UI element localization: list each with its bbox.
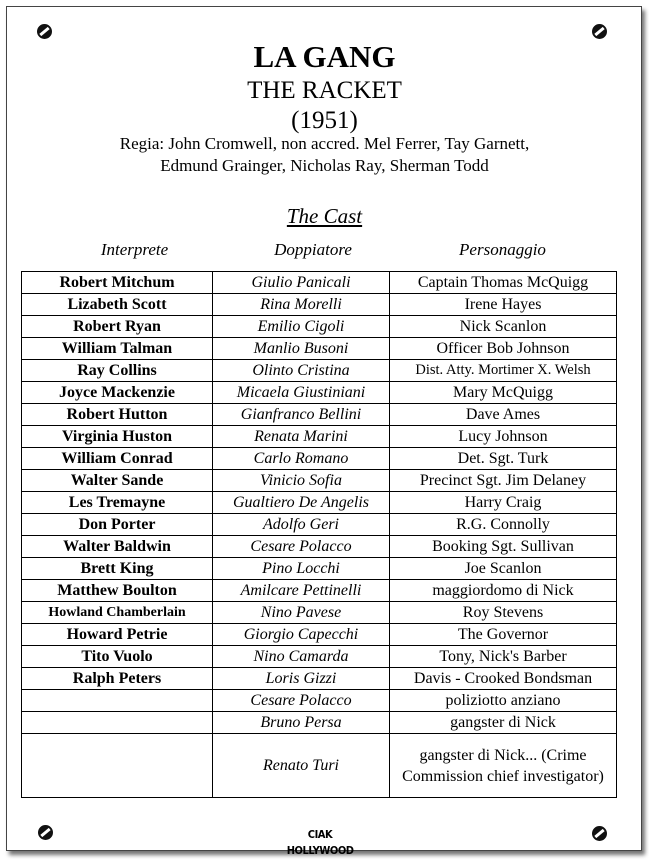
role-cell: Joe Scanlon xyxy=(390,558,617,580)
table-row xyxy=(22,382,617,404)
actor-cell: Walter Sande xyxy=(22,470,213,492)
dubber-cell: Giulio Panicali xyxy=(213,272,390,294)
actor-cell: Howland Chamberlain xyxy=(22,602,213,624)
table-row xyxy=(22,536,617,558)
screw-bottom-left-icon xyxy=(38,825,53,840)
release-year: (1951) xyxy=(291,107,358,134)
table-row xyxy=(22,580,617,602)
dubber-cell: Gianfranco Bellini xyxy=(213,404,390,426)
dubber-cell: Giorgio Capecchi xyxy=(213,624,390,646)
table-row xyxy=(22,646,617,668)
actor-cell: Ralph Peters xyxy=(22,668,213,690)
role-cell: Officer Bob Johnson xyxy=(390,338,617,360)
table-row xyxy=(22,624,617,646)
cast-heading-text: The Cast xyxy=(286,204,363,228)
dubber-cell: Rina Morelli xyxy=(213,294,390,316)
table-row xyxy=(22,316,617,338)
director-credits xyxy=(80,133,569,177)
table-row xyxy=(22,514,617,536)
role-cell: R.G. Connolly xyxy=(390,514,617,536)
cast-heading xyxy=(0,202,649,230)
original-title: THE RACKET xyxy=(247,77,402,104)
role-cell: gangster di Nick... (Crime Commission chief investigator) xyxy=(390,734,617,798)
dubber-cell: Adolfo Geri xyxy=(213,514,390,536)
actor-cell: Don Porter xyxy=(22,514,213,536)
column-header-dubber: Doppiatore xyxy=(274,240,352,259)
table-row xyxy=(22,426,617,448)
dubber-cell: Carlo Romano xyxy=(213,448,390,470)
actor-cell: Matthew Boulton xyxy=(22,580,213,602)
role-cell: gangster di Nick xyxy=(390,712,617,734)
dubber-cell: Cesare Polacco xyxy=(213,536,390,558)
dubber-cell: Renato Turi xyxy=(213,734,390,798)
actor-cell: Walter Baldwin xyxy=(22,536,213,558)
role-cell: Roy Stevens xyxy=(390,602,617,624)
table-row xyxy=(22,734,617,798)
screw-bottom-right-icon xyxy=(592,826,607,841)
screw-top-left-icon xyxy=(37,24,52,39)
table-row xyxy=(22,448,617,470)
actor-cell: Tito Vuolo xyxy=(22,646,213,668)
dubber-cell: Olinto Cristina xyxy=(213,360,390,382)
director-line-1: Regia: John Cromwell, non accred. Mel Ferrer, Tay Garnett, xyxy=(119,134,530,153)
table-row xyxy=(22,558,617,580)
table-row xyxy=(22,668,617,690)
role-cell: maggiordomo di Nick xyxy=(390,580,617,602)
dubber-cell: Gualtiero De Angelis xyxy=(213,492,390,514)
role-cell: Dist. Atty. Mortimer X. Welsh xyxy=(390,360,617,382)
actor-cell: William Talman xyxy=(22,338,213,360)
actor-cell xyxy=(22,712,213,734)
table-row xyxy=(22,492,617,514)
role-cell: Booking Sgt. Sullivan xyxy=(390,536,617,558)
role-cell: Mary McQuigg xyxy=(390,382,617,404)
role-cell: Harry Craig xyxy=(390,492,617,514)
actor-cell: Les Tremayne xyxy=(22,492,213,514)
table-row xyxy=(22,272,617,294)
role-cell: Det. Sgt. Turk xyxy=(390,448,617,470)
table-row xyxy=(22,360,617,382)
actor-cell: William Conrad xyxy=(22,448,213,470)
role-cell: Davis - Crooked Bondsman xyxy=(390,668,617,690)
screw-top-right-icon xyxy=(592,24,607,39)
role-cell: Tony, Nick's Barber xyxy=(390,646,617,668)
actor-cell: Virginia Huston xyxy=(22,426,213,448)
role-cell: Precinct Sgt. Jim Delaney xyxy=(390,470,617,492)
actor-cell: Joyce Mackenzie xyxy=(22,382,213,404)
role-cell: poliziotto anziano xyxy=(390,690,617,712)
dubber-cell: Vinicio Sofia xyxy=(213,470,390,492)
dubber-cell: Nino Pavese xyxy=(213,602,390,624)
dubber-cell: Cesare Polacco xyxy=(213,690,390,712)
table-row xyxy=(22,294,617,316)
actor-cell: Robert Ryan xyxy=(22,316,213,338)
dubber-cell: Nino Camarda xyxy=(213,646,390,668)
table-row xyxy=(22,712,617,734)
column-header-role: Personaggio xyxy=(459,240,546,259)
role-cell: The Governor xyxy=(390,624,617,646)
actor-cell: Robert Hutton xyxy=(22,404,213,426)
column-header-actor: Interprete xyxy=(100,240,169,259)
cast-table xyxy=(21,271,617,798)
table-row xyxy=(22,602,617,624)
role-cell: Nick Scanlon xyxy=(390,316,617,338)
dubber-cell: Pino Locchi xyxy=(213,558,390,580)
dubber-cell: Renata Marini xyxy=(213,426,390,448)
ciak-hollywood-logo: CIAK HOLLYWOOD xyxy=(286,828,354,857)
dubber-cell: Manlio Busoni xyxy=(213,338,390,360)
table-row xyxy=(22,404,617,426)
dubber-cell: Amilcare Pettinelli xyxy=(213,580,390,602)
dubber-cell: Emilio Cigoli xyxy=(213,316,390,338)
director-line-2: Edmund Grainger, Nicholas Ray, Sherman Todd xyxy=(160,156,489,175)
role-cell: Captain Thomas McQuigg xyxy=(390,272,617,294)
actor-cell: Ray Collins xyxy=(22,360,213,382)
actor-cell: Robert Mitchum xyxy=(22,272,213,294)
actor-cell xyxy=(22,690,213,712)
role-cell: Dave Ames xyxy=(390,404,617,426)
film-title: LA GANG xyxy=(253,39,396,74)
dubber-cell: Loris Gizzi xyxy=(213,668,390,690)
table-row xyxy=(22,690,617,712)
dubber-cell: Bruno Persa xyxy=(213,712,390,734)
role-cell: Irene Hayes xyxy=(390,294,617,316)
actor-cell: Howard Petrie xyxy=(22,624,213,646)
dubber-cell: Micaela Giustiniani xyxy=(213,382,390,404)
role-cell: Lucy Johnson xyxy=(390,426,617,448)
actor-cell xyxy=(22,734,213,798)
actor-cell: Lizabeth Scott xyxy=(22,294,213,316)
table-row xyxy=(22,470,617,492)
table-row xyxy=(22,338,617,360)
actor-cell: Brett King xyxy=(22,558,213,580)
